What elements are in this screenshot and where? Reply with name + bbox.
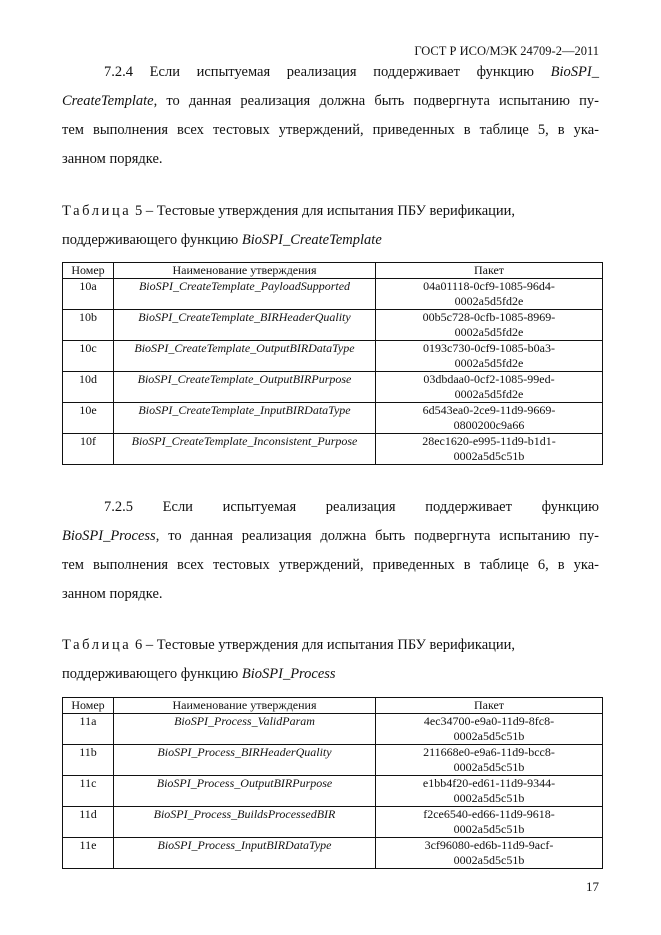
package-id-part: 0002a5d5c51b [453, 449, 525, 463]
row-number: 11d [63, 807, 114, 838]
row-number: 10f [63, 434, 114, 465]
assertion-name: BioSPI_Process_BuildsProcessedBIR [114, 807, 376, 838]
assertion-name: BioSPI_CreateTemplate_OutputBIRDataType [114, 341, 376, 372]
caption-text: 5 – Тестовые утверждения для испытания ПБУ верификации, [131, 203, 516, 219]
package-id-part: 0002a5d5c51b [453, 729, 525, 743]
package-id [376, 372, 603, 403]
column-header: Наименование утверждения [114, 263, 376, 279]
package-id-part: 00b5c728-0cfb-1085-8969- [422, 310, 556, 324]
package-id [376, 745, 603, 776]
paragraph-line [62, 87, 599, 116]
assertion-name: BioSPI_CreateTemplate_OutputBIRPurpose [114, 372, 376, 403]
package-id-part: 0002a5d5fd2e [454, 356, 524, 370]
document-header: ГОСТ Р ИСО/МЭК 24709-2—2011 [414, 44, 599, 58]
package-id-part: 6d543ea0-2ce9-11d9-9669- [422, 403, 556, 417]
table-row [63, 403, 603, 434]
paragraph-line: занном порядке. [62, 151, 163, 167]
table-header-row [63, 698, 603, 714]
column-header: Пакет [376, 263, 603, 279]
page-number: 17 [586, 879, 599, 894]
table-6-caption [62, 631, 515, 689]
function-name: BioSPI_ [550, 64, 599, 80]
package-id-part: 211668e0-e9a6-11d9-bcc8- [423, 745, 555, 759]
table-row [63, 745, 603, 776]
package-id-part: e1bb4f20-ed61-11d9-9344- [422, 776, 556, 790]
package-id-part: 0800200c9a66 [453, 418, 525, 432]
package-id [376, 434, 603, 465]
package-id [376, 776, 603, 807]
paragraph-line [62, 58, 599, 87]
caption-label: Таблица [62, 203, 132, 219]
row-number: 10e [63, 403, 114, 434]
word: Если [162, 499, 193, 515]
column-header: Наименование утверждения [114, 698, 376, 714]
caption-text: поддерживающего функцию [62, 232, 242, 248]
assertion-name: BioSPI_Process_OutputBIRPurpose [114, 776, 376, 807]
assertion-name: BioSPI_CreateTemplate_Inconsistent_Purpose [114, 434, 376, 465]
package-id-part: 28ec1620-e995-11d9-b1d1- [422, 434, 556, 448]
table-row [63, 310, 603, 341]
row-number: 10a [63, 279, 114, 310]
function-name: BioSPI_CreateTemplate [241, 232, 382, 248]
row-number: 11e [63, 838, 114, 869]
package-id-part: 0002a5d5c51b [453, 791, 525, 805]
table-row [63, 434, 603, 465]
package-id [376, 279, 603, 310]
column-header: Номер [63, 698, 114, 714]
package-id-part: 04a01118-0cf9-1085-96d4- [423, 279, 555, 293]
paragraph-line [62, 493, 599, 522]
assertion-name: BioSPI_Process_InputBIRDataType [114, 838, 376, 869]
row-number: 10b [63, 310, 114, 341]
table-row [63, 807, 603, 838]
package-id-part: 03dbdaa0-0cf2-1085-99ed- [423, 372, 555, 386]
package-id-part: 0002a5d5c51b [453, 822, 525, 836]
package-id [376, 838, 603, 869]
paragraph-line [62, 522, 599, 551]
table-5-caption [62, 197, 515, 255]
assertion-name: BioSPI_CreateTemplate_InputBIRDataType [114, 403, 376, 434]
paragraph-text: , то данная реализация должна быть подвергнута испытанию пу- [153, 93, 599, 109]
paragraph-line: занном порядке. [62, 586, 163, 602]
table-row [63, 714, 603, 745]
package-id [376, 310, 603, 341]
column-header: Пакет [376, 698, 603, 714]
row-number: 11b [63, 745, 114, 776]
column-header: Номер [63, 263, 114, 279]
assertion-name: BioSPI_Process_ValidParam [114, 714, 376, 745]
package-id [376, 807, 603, 838]
assertion-name: BioSPI_CreateTemplate_BIRHeaderQuality [114, 310, 376, 341]
package-id [376, 341, 603, 372]
package-id-part: 0002a5d5c51b [453, 853, 525, 867]
package-id-part: 4ec34700-e9a0-11d9-8fc8- [423, 714, 555, 728]
paragraph-text: , то данная реализация должна быть подвергнута испытанию пу- [155, 528, 599, 544]
word: испытуемая [222, 499, 297, 515]
row-number: 11c [63, 776, 114, 807]
row-number: 10c [63, 341, 114, 372]
paragraph-line: тем выполнения всех тестовых утверждений, приведенных в таблице 5, в ука- [62, 122, 599, 138]
package-id-part: 3cf96080-ed6b-11d9-9acf- [424, 838, 554, 852]
table-6 [62, 697, 603, 869]
paragraph-line: тем выполнения всех тестовых утверждений, приведенных в таблице 6, в ука- [62, 557, 599, 573]
caption-text: 6 – Тестовые утверждения для испытания ПБУ верификации, [131, 637, 516, 653]
function-name: BioSPI_Process [62, 528, 156, 544]
table-5 [62, 262, 603, 465]
function-name: CreateTemplate [62, 93, 154, 109]
package-id-part: 0002a5d5c51b [453, 760, 525, 774]
assertion-name: BioSPI_Process_BIRHeaderQuality [114, 745, 376, 776]
caption-label: Таблица [62, 637, 132, 653]
paragraph-7-2-5 [62, 493, 599, 609]
paragraph-text: 7.2.4 Если испытуемая реализация поддерживает функцию [104, 64, 551, 80]
word: функцию [541, 499, 600, 515]
package-id-part: f2ce6540-ed66-11d9-9618- [423, 807, 555, 821]
table-row [63, 838, 603, 869]
word: 7.2.5 [104, 499, 133, 515]
table-row [63, 279, 603, 310]
package-id-part: 0193c730-0cf9-1085-b0a3- [423, 341, 555, 355]
package-id-part: 0002a5d5fd2e [454, 387, 524, 401]
table-header-row [63, 263, 603, 279]
package-id-part: 0002a5d5fd2e [454, 325, 524, 339]
table-row [63, 776, 603, 807]
function-name: BioSPI_Process [241, 666, 336, 682]
table-row [63, 341, 603, 372]
word: реализация [325, 499, 396, 515]
word: поддерживает [425, 499, 512, 515]
table-row [63, 372, 603, 403]
package-id [376, 403, 603, 434]
paragraph-7-2-4 [62, 58, 599, 174]
caption-text: поддерживающего функцию [62, 666, 242, 682]
package-id [376, 714, 603, 745]
row-number: 11a [63, 714, 114, 745]
package-id-part: 0002a5d5fd2e [454, 294, 524, 308]
assertion-name: BioSPI_CreateTemplate_PayloadSupported [114, 279, 376, 310]
row-number: 10d [63, 372, 114, 403]
